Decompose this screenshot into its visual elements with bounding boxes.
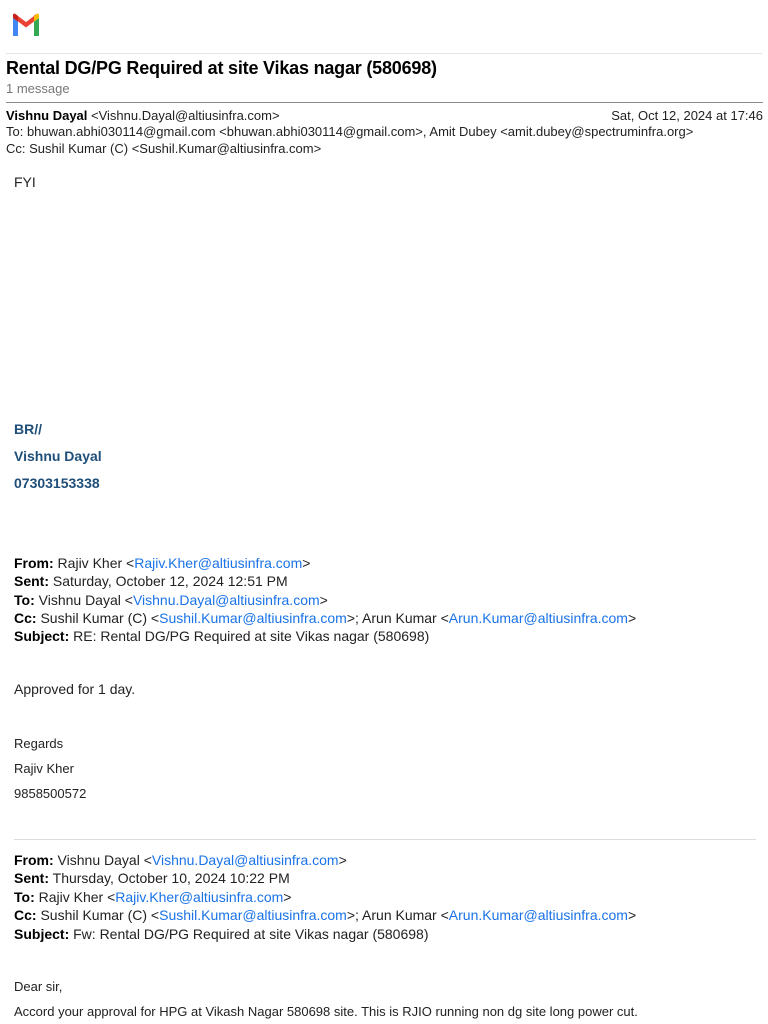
recipients-cc: Cc: Sushil Kumar (C) <Sushil.Kumar@altiusinfra.com> — [6, 141, 322, 156]
fyi-text: FYI — [14, 174, 36, 190]
sender-line — [6, 108, 280, 123]
signature-name: Vishnu Dayal — [14, 448, 102, 464]
reply1-to: To: Vishnu Dayal <Vishnu.Dayal@altiusinfra.com> — [14, 592, 328, 608]
reply2-body: Accord your approval for HPG at Vikash Nagar 580698 site. This is RJIO running non dg site long power cut. — [14, 1004, 638, 1019]
reply1-body: Approved for 1 day. — [14, 681, 136, 697]
quote-divider — [14, 839, 756, 840]
reply2-sent: Sent: Thursday, October 10, 2024 10:22 PM — [14, 870, 290, 886]
message-count: 1 message — [6, 81, 70, 96]
signature-phone: 07303153338 — [14, 475, 100, 491]
recipients-to: To: bhuwan.abhi030114@gmail.com <bhuwan.abhi030114@gmail.com>, Amit Dubey <amit.dubey@spectruminfra.org> — [6, 124, 694, 139]
header-divider — [6, 102, 763, 103]
reply1-to-email-link[interactable]: Vishnu.Dayal@altiusinfra.com — [132, 592, 320, 608]
reply2-cc-email2-link[interactable]: Arun.Kumar@altiusinfra.com — [448, 907, 628, 923]
sender-email: <Vishnu.Dayal@altiusinfra.com> — [87, 108, 280, 123]
top-divider — [6, 53, 762, 54]
reply1-from-email-link[interactable]: Rajiv.Kher@altiusinfra.com — [134, 555, 303, 571]
sender-name: Vishnu Dayal — [6, 108, 88, 123]
message-date: Sat, Oct 12, 2024 at 17:46 — [611, 108, 763, 123]
thread-subject: Rental DG/PG Required at site Vikas nagar (580698) — [6, 58, 437, 78]
reply2-from-email-link[interactable]: Vishnu.Dayal@altiusinfra.com — [151, 852, 339, 868]
reply2-greeting: Dear sir, — [14, 979, 63, 994]
reply2-subject: Subject: Fw: Rental DG/PG Required at site Vikas nagar (580698) — [14, 926, 429, 942]
reply1-cc-email2-link[interactable]: Arun.Kumar@altiusinfra.com — [448, 610, 628, 626]
reply1-regards: Regards — [14, 736, 64, 751]
reply2-from: From: Vishnu Dayal <Vishnu.Dayal@altiusinfra.com> — [14, 852, 347, 868]
reply2-to-email-link[interactable]: Rajiv.Kher@altiusinfra.com — [115, 889, 284, 905]
reply1-cc-email1-link[interactable]: Sushil.Kumar@altiusinfra.com — [159, 610, 347, 626]
reply1-sent: Sent: Saturday, October 12, 2024 12:51 PM — [14, 573, 288, 589]
gmail-logo-icon — [11, 13, 41, 36]
signature-br: BR// — [14, 421, 42, 437]
reply1-cc: Cc: Sushil Kumar (C) <Sushil.Kumar@altiusinfra.com>; Arun Kumar <Arun.Kumar@altiusinfra.com> — [14, 610, 637, 626]
reply2-to: To: Rajiv Kher <Rajiv.Kher@altiusinfra.com> — [14, 889, 292, 905]
reply1-name: Rajiv Kher — [14, 761, 74, 776]
reply1-subject: Subject: RE: Rental DG/PG Required at site Vikas nagar (580698) — [14, 628, 430, 644]
reply1-phone: 9858500572 — [14, 786, 87, 801]
reply2-cc: Cc: Sushil Kumar (C) <Sushil.Kumar@altiusinfra.com>; Arun Kumar <Arun.Kumar@altiusinfra.com> — [14, 907, 637, 923]
reply1-from: From: Rajiv Kher <Rajiv.Kher@altiusinfra.com> — [14, 555, 311, 571]
reply2-cc-email1-link[interactable]: Sushil.Kumar@altiusinfra.com — [159, 907, 347, 923]
